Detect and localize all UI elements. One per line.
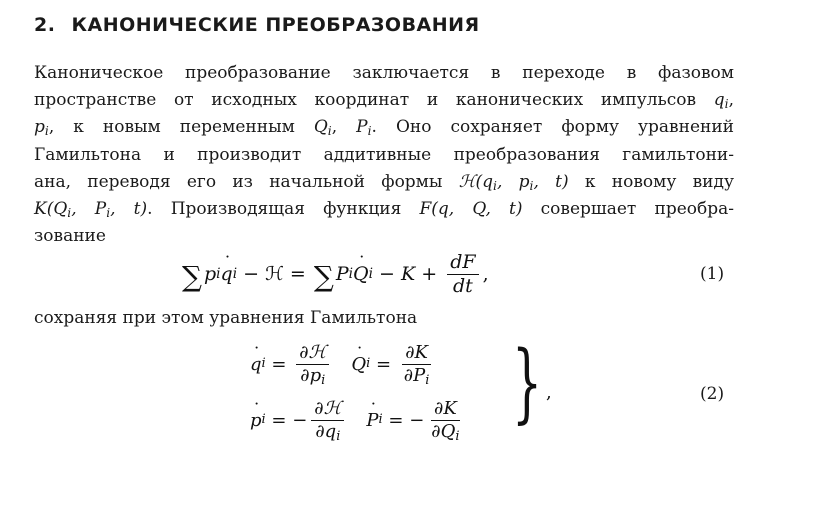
paragraph-line-7: зование [34,226,106,247]
equation-1: ∑ p i q ˙ i − ℋ = ∑ P i Q ˙ i − K + $\frac{dF}{dt}$ , [180,246,489,302]
section-number: 2. [34,14,56,36]
equation-2-system [250,333,552,448]
right-brace: } [512,333,543,433]
paragraph-line-1: Каноническое преобразование заключается в переходе в фазовом [34,63,734,83]
paragraph-line-6: $K(Q_i$, $P_i$, t). Производящая функция F(q, Q, t) совершает преобра- [34,199,734,221]
sum-symbol: ∑ [182,259,202,293]
equation-number-1: (1) [700,264,725,284]
paragraph-line-5: ана, переводя его из начальной формы $ℋ(q_i$, $p_i$, t) к новому виду [34,171,734,193]
connecting-text: сохраняя при этом уравнения Гамильтона [34,308,418,328]
sum-symbol: ∑ [313,259,334,293]
paragraph-line-4: Гамильтона и производит аддитивные преобразования гамильтони- [34,144,734,165]
body-paragraph [34,60,734,250]
paragraph-line-3: $p_i$, к новым переменным $Q_i$, $P_i$. Оно сохраняет форму уравнений [34,117,734,139]
system-comma: , [546,382,552,403]
equation-number-2: (2) [700,384,725,404]
section-heading [34,14,480,36]
section-title: КАНОНИЧЕСКИЕ ПРЕОБРАЗОВАНИЯ [71,14,480,36]
hamilton-row-2: p ˙ i = − $\frac{\text{∂ℋ}}{\partial q_i}$ P ˙ i = − $\frac{\partial K}{\partial Q_i}$ [250,392,467,448]
hamilton-row-1: q ˙ i = $\frac{\text{∂ℋ}}{\partial p_i}$ Q ˙ i = $\frac{\partial K}{\partial P_i}$ [250,336,467,392]
fraction-dF-dt: $\frac{dF}{dt}$ [447,252,478,297]
paragraph-line-2: пространстве от исходных координат и канонических импульсов $q_i$, [34,90,734,112]
